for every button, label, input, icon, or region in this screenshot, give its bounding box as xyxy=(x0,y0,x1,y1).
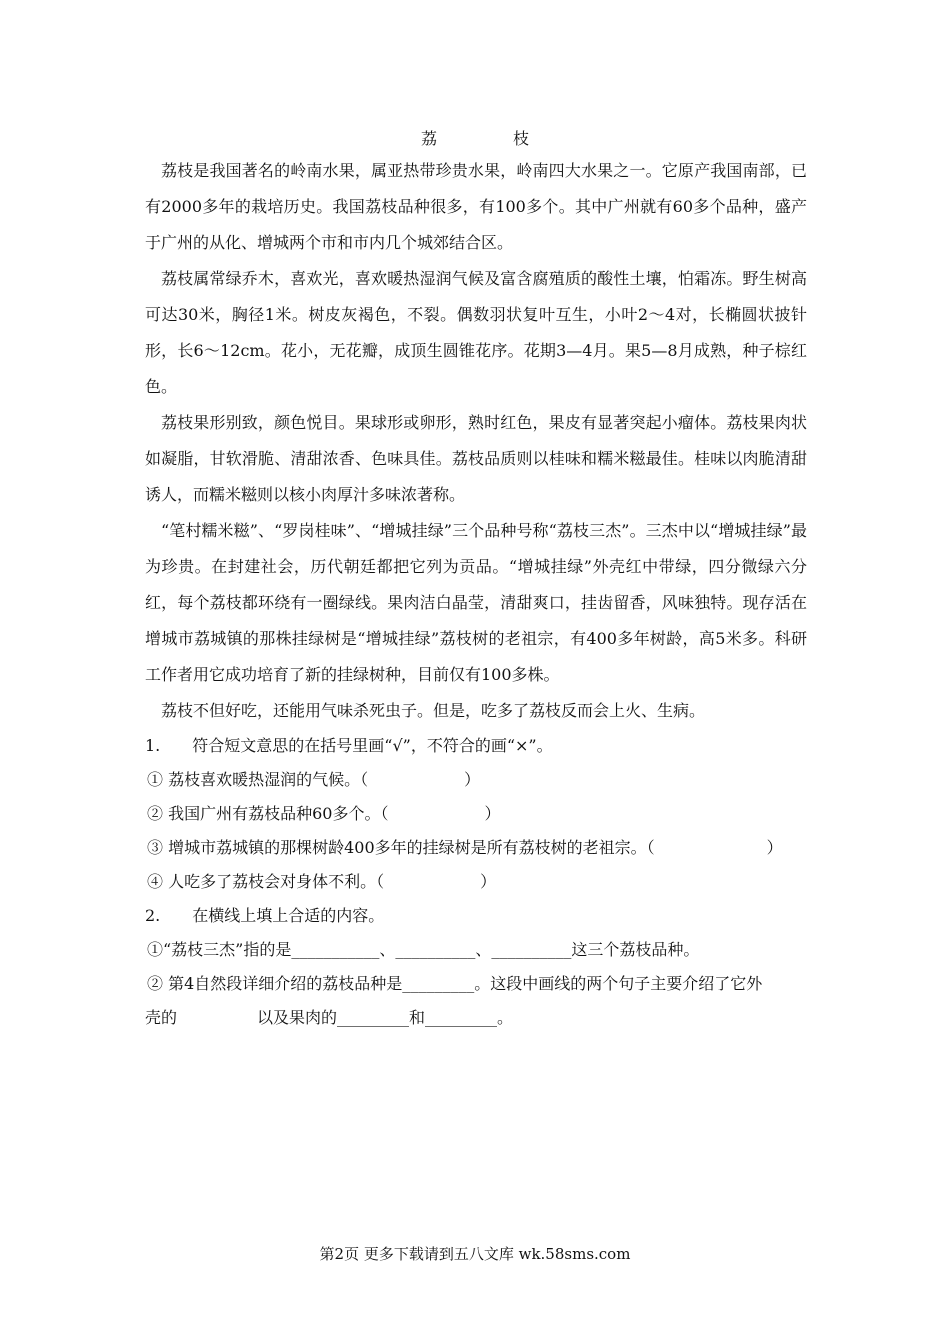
page-footer: 第2页 更多下载请到五八文库 wk.58sms.com xyxy=(319,1245,631,1263)
paragraph-2: 荔枝属常绿乔木，喜欢光，喜欢暖热湿润气候及富含腐殖质的酸性土壤，怕霜冻。野生树高可达30米，胸径1米。树皮灰褐色，不裂。偶数羽状复叶互生，小叶2～4对，长椭圆状披针形，长6～12cm。花小，无花瓣，成顶生圆锥花序。花期3—4月。果5—8月成熟，种子棕红色。 xyxy=(145,269,807,396)
question-1-item-2: ② 我国广州有荔枝品种60多个。（ ） xyxy=(147,804,501,823)
question-2-label: 2. 在横线上填上合适的内容。 xyxy=(145,906,385,925)
question-2-item-1: ①“荔枝三杰”指的是___________、__________、__________这三个荔枝品种。 xyxy=(147,940,700,959)
question-1-item-1: ① 荔枝喜欢暖热湿润的气候。（ ） xyxy=(147,770,481,789)
paragraph-5: 荔枝不但好吃，还能用气味杀死虫子。但是，吃多了荔枝反而会上火、生病。 xyxy=(161,701,706,720)
question-2-item-2-line-2: 壳的 以及果肉的_________和_________。 xyxy=(145,1008,514,1027)
article-body xyxy=(145,153,807,1035)
question-1-label: 1. 符合短文意思的在括号里画“√”，不符合的画“×”。 xyxy=(145,736,553,755)
question-1-item-4: ④ 人吃多了荔枝会对身体不利。（ ） xyxy=(147,872,497,891)
paragraph-4: “笔村糯米糍”、“罗岗桂味”、“增城挂绿”三个品种号称“荔枝三杰”。三杰中以“增城挂绿”最为珍贵。在封建社会，历代朝廷都把它列为贡品。“增城挂绿”外壳红中带绿，四分微绿六分红，每个荔枝都环绕有一圈绿线。果肉洁白晶莹，清甜爽口，挂齿留香，风味独特。现存活在增城市荔城镇的那株挂绿树是“增城挂绿”荔枝树的老祖宗，有400多年树龄，高5米多。科研工作者用它成功培育了新的挂绿树种，目前仅有100多株。 xyxy=(145,521,807,684)
paragraph-3: 荔枝果形别致，颜色悦目。果球形或卵形，熟时红色，果皮有显著突起小瘤体。荔枝果肉状如凝脂，甘软滑脆、清甜浓香、色味具佳。荔枝品质则以桂味和糯米糍最佳。桂味以肉脆清甜诱人，而糯米糍则以核小肉厚汁多味浓著称。 xyxy=(145,413,807,504)
question-2-item-2-line-1: ② 第4自然段详细介绍的荔枝品种是_________。这段中画线的两个句子主要介绍了它外 xyxy=(147,974,763,993)
question-1-item-3: ③ 增城市荔城镇的那棵树龄400多年的挂绿树是所有荔枝树的老祖宗。（ ） xyxy=(147,838,783,857)
paragraph-1: 荔枝是我国著名的岭南水果，属亚热带珍贵水果，岭南四大水果之一。它原产我国南部，已有2000多年的栽培历史。我国荔枝品种很多，有100多个。其中广州就有60多个品种，盛产于广州的从化、增城两个市和市内几个城郊结合区。 xyxy=(145,161,807,252)
article-title: 荔 枝 xyxy=(420,129,559,148)
